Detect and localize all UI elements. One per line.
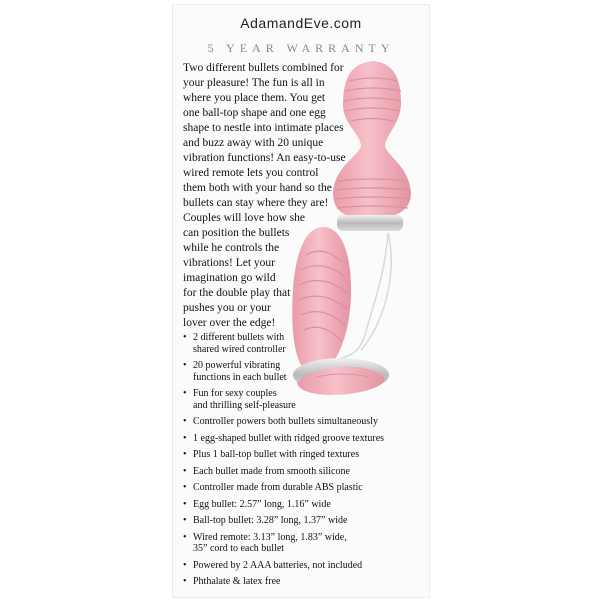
description-line: for the double play that (183, 287, 291, 299)
product-card (172, 4, 430, 598)
brand-name: AdamandEve.com (240, 15, 362, 31)
description-line: wired remote lets you control (183, 167, 319, 179)
description-line: Two different bullets combined for (183, 62, 344, 74)
feature-item: • Each bullet made from smooth silicone (181, 466, 421, 478)
description-line: imagination go wild (183, 272, 276, 284)
feature-item: • 1 egg-shaped bullet with ridged groove textures (181, 433, 421, 445)
description-line: lover over the edge! (183, 317, 276, 329)
description-line: Couples will love how she (183, 212, 306, 224)
feature-item: • Phthalate & latex free (181, 576, 421, 588)
description-line: shape to nestle into intimate places (183, 122, 344, 134)
description-line: where you place them. You get (183, 92, 326, 104)
feature-item: • Plus 1 ball-top bullet with ringed textures (181, 449, 421, 461)
description-line: vibrations! Let your (183, 257, 275, 269)
description-line: your pleasure! The fun is all in (183, 77, 325, 89)
description-line: while he controls the (183, 242, 280, 254)
feature-item: • 20 powerful vibrating functions in each bullet (181, 360, 421, 383)
description-line: and buzz away with 20 unique (183, 137, 324, 149)
feature-item: • Wired remote: 3.13” long, 1.83” wide, 35” cord to each bullet (181, 532, 421, 555)
description-line: bullets can stay where they are! (183, 197, 329, 209)
ball-top-bullet (333, 61, 411, 231)
feature-item: • Fun for sexy couples and thrilling self-pleasure (181, 388, 421, 411)
feature-item: • Egg bullet: 2.57” long, 1.16” wide (181, 499, 421, 511)
description-line: them both with your hand so the (183, 182, 332, 194)
warranty-line: 5 YEAR WARRANTY (207, 41, 395, 55)
description-line: one ball-top shape and one egg (183, 107, 326, 119)
feature-item: • Controller made from durable ABS plastic (181, 482, 421, 494)
feature-item: • Ball-top bullet: 3.28” long, 1.37” wide (181, 515, 421, 527)
feature-list (181, 332, 421, 593)
description-line: pushes you or your (183, 302, 271, 314)
feature-item: • Controller powers both bullets simultaneously (181, 416, 421, 428)
feature-item: • Powered by 2 AAA batteries, not included (181, 560, 421, 572)
feature-item: • 2 different bullets with shared wired controller (181, 332, 421, 355)
description-line: vibration functions! An easy-to-use (183, 152, 346, 164)
description-line: can position the bullets (183, 227, 290, 239)
